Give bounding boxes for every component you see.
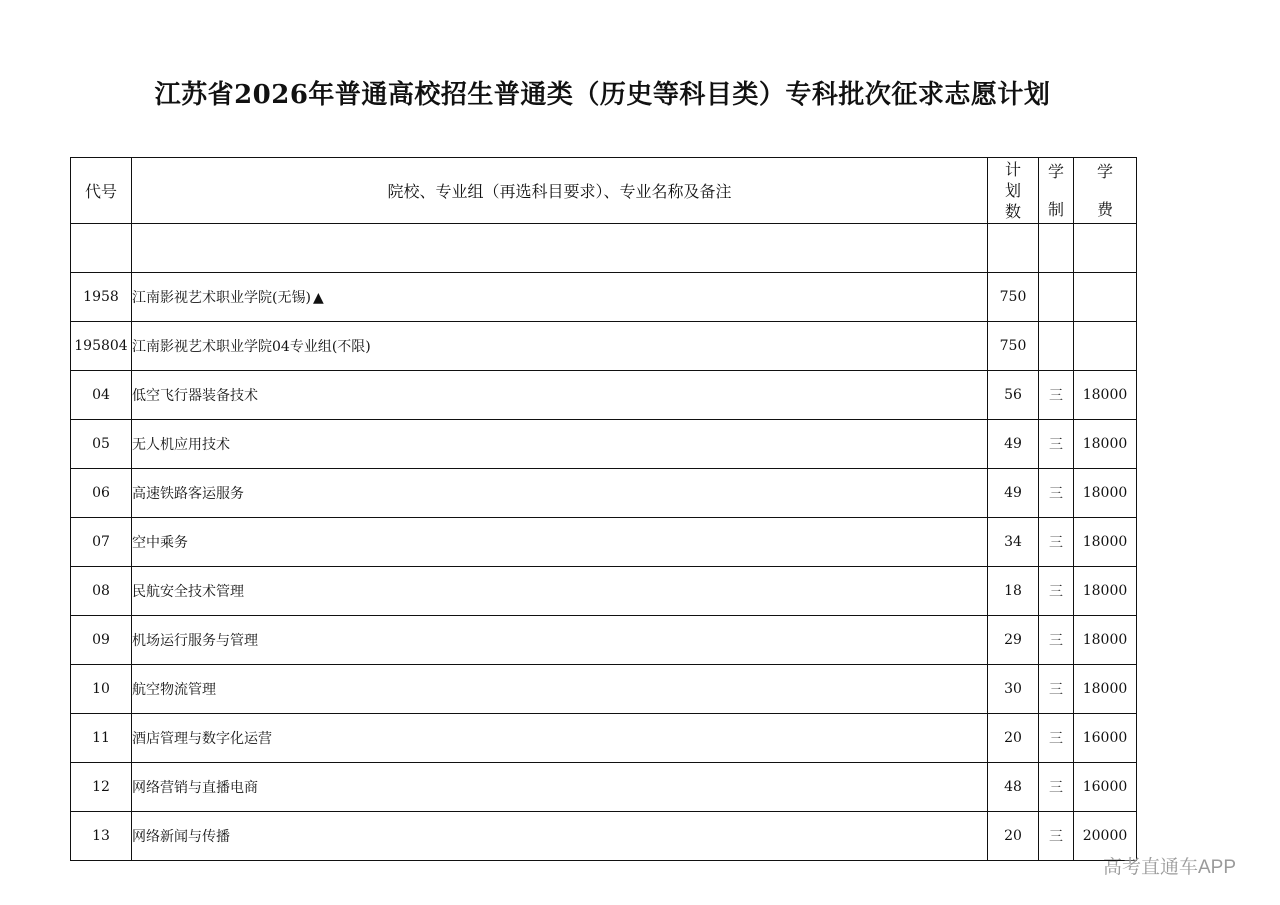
enrollment-plan-table xyxy=(70,157,1137,861)
row-name xyxy=(132,322,988,371)
table-row xyxy=(71,665,1137,714)
table-row xyxy=(71,714,1137,763)
row-fee: 16000 xyxy=(1074,714,1137,763)
row-duration xyxy=(1039,273,1074,322)
triangle-marker-icon: ▲ xyxy=(312,290,324,306)
table-row xyxy=(71,763,1137,812)
row-plan-count: 48 xyxy=(988,763,1039,812)
header-duration-char: 学 xyxy=(1047,161,1064,181)
row-fee: 18000 xyxy=(1074,665,1137,714)
header-fee xyxy=(1074,158,1137,224)
row-name-text: 民航安全技术管理 xyxy=(132,584,244,600)
row-plan-count: 56 xyxy=(988,371,1039,420)
page-title: 江苏省2026年普通高校招生普通类（历史等科目类）专科批次征求志愿计划 xyxy=(154,80,1051,110)
row-name xyxy=(132,469,988,518)
blank-cell xyxy=(1074,224,1137,273)
row-plan-count: 20 xyxy=(988,714,1039,763)
row-fee: 16000 xyxy=(1074,763,1137,812)
row-code: 11 xyxy=(71,714,132,763)
row-duration xyxy=(1039,322,1074,371)
table-row xyxy=(71,567,1137,616)
row-name xyxy=(132,420,988,469)
header-plan-count-char: 划 xyxy=(1004,181,1021,200)
row-name-text: 机场运行服务与管理 xyxy=(132,633,258,649)
row-fee: 18000 xyxy=(1074,567,1137,616)
header-plan-count xyxy=(988,158,1039,224)
row-duration: 三 xyxy=(1039,371,1074,420)
row-plan-count: 49 xyxy=(988,469,1039,518)
row-duration: 三 xyxy=(1039,616,1074,665)
row-code: 05 xyxy=(71,420,132,469)
row-name xyxy=(132,812,988,861)
blank-row xyxy=(71,224,1137,273)
row-fee: 18000 xyxy=(1074,469,1137,518)
row-plan-count: 750 xyxy=(988,322,1039,371)
row-name-text: 空中乘务 xyxy=(132,535,188,551)
row-code: 195804 xyxy=(71,322,132,371)
row-name-text: 网络营销与直播电商 xyxy=(132,780,258,796)
row-code: 04 xyxy=(71,371,132,420)
row-plan-count: 18 xyxy=(988,567,1039,616)
row-name xyxy=(132,371,988,420)
row-name-text: 高速铁路客运服务 xyxy=(132,486,244,502)
row-code: 13 xyxy=(71,812,132,861)
row-duration: 三 xyxy=(1039,714,1074,763)
table-row xyxy=(71,518,1137,567)
row-duration: 三 xyxy=(1039,812,1074,861)
row-fee: 18000 xyxy=(1074,371,1137,420)
row-plan-count: 750 xyxy=(988,273,1039,322)
table-row xyxy=(71,371,1137,420)
row-duration: 三 xyxy=(1039,518,1074,567)
row-plan-count: 49 xyxy=(988,420,1039,469)
row-fee xyxy=(1074,273,1137,322)
row-name xyxy=(132,616,988,665)
row-fee xyxy=(1074,322,1137,371)
row-code: 10 xyxy=(71,665,132,714)
row-name xyxy=(132,665,988,714)
header-fee-char: 学 xyxy=(1096,161,1113,181)
row-fee: 20000 xyxy=(1074,812,1137,861)
header-plan-count-char: 数 xyxy=(1004,202,1021,221)
blank-cell xyxy=(1039,224,1074,273)
header-fee-char: 费 xyxy=(1096,199,1113,219)
row-plan-count: 30 xyxy=(988,665,1039,714)
row-plan-count: 20 xyxy=(988,812,1039,861)
header-duration xyxy=(1039,158,1074,224)
row-name xyxy=(132,763,988,812)
row-fee: 18000 xyxy=(1074,616,1137,665)
row-duration: 三 xyxy=(1039,420,1074,469)
row-duration: 三 xyxy=(1039,469,1074,518)
row-name xyxy=(132,714,988,763)
row-name-text: 江南影视艺术职业学院04专业组(不限) xyxy=(132,339,371,355)
row-name-text: 航空物流管理 xyxy=(132,682,216,698)
row-fee: 18000 xyxy=(1074,420,1137,469)
header-duration-char: 制 xyxy=(1047,199,1064,219)
row-plan-count: 29 xyxy=(988,616,1039,665)
row-name-text: 网络新闻与传播 xyxy=(132,829,230,845)
row-fee: 18000 xyxy=(1074,518,1137,567)
row-code: 07 xyxy=(71,518,132,567)
row-name xyxy=(132,273,988,322)
row-duration: 三 xyxy=(1039,567,1074,616)
row-name-text: 江南影视艺术职业学院(无锡) xyxy=(132,290,311,306)
row-code: 12 xyxy=(71,763,132,812)
row-plan-count: 34 xyxy=(988,518,1039,567)
header-plan-count-char: 计 xyxy=(1004,160,1021,179)
row-name-text: 酒店管理与数字化运营 xyxy=(132,731,272,747)
table-row xyxy=(71,273,1137,322)
table-row xyxy=(71,616,1137,665)
row-name xyxy=(132,518,988,567)
table-row xyxy=(71,322,1137,371)
row-name xyxy=(132,567,988,616)
blank-cell xyxy=(988,224,1039,273)
row-code: 1958 xyxy=(71,273,132,322)
row-duration: 三 xyxy=(1039,665,1074,714)
header-name: 院校、专业组（再选科目要求）、专业名称及备注 xyxy=(132,158,988,224)
watermark: 高考直通车APP xyxy=(1103,857,1237,878)
blank-cell xyxy=(132,224,988,273)
table-header-row xyxy=(71,158,1137,224)
row-name-text: 无人机应用技术 xyxy=(132,437,230,453)
row-duration: 三 xyxy=(1039,763,1074,812)
table-row xyxy=(71,420,1137,469)
row-code: 09 xyxy=(71,616,132,665)
blank-cell xyxy=(71,224,132,273)
row-name-text: 低空飞行器装备技术 xyxy=(132,388,258,404)
row-code: 08 xyxy=(71,567,132,616)
table-row xyxy=(71,812,1137,861)
row-code: 06 xyxy=(71,469,132,518)
table-row xyxy=(71,469,1137,518)
header-code: 代号 xyxy=(71,158,132,224)
